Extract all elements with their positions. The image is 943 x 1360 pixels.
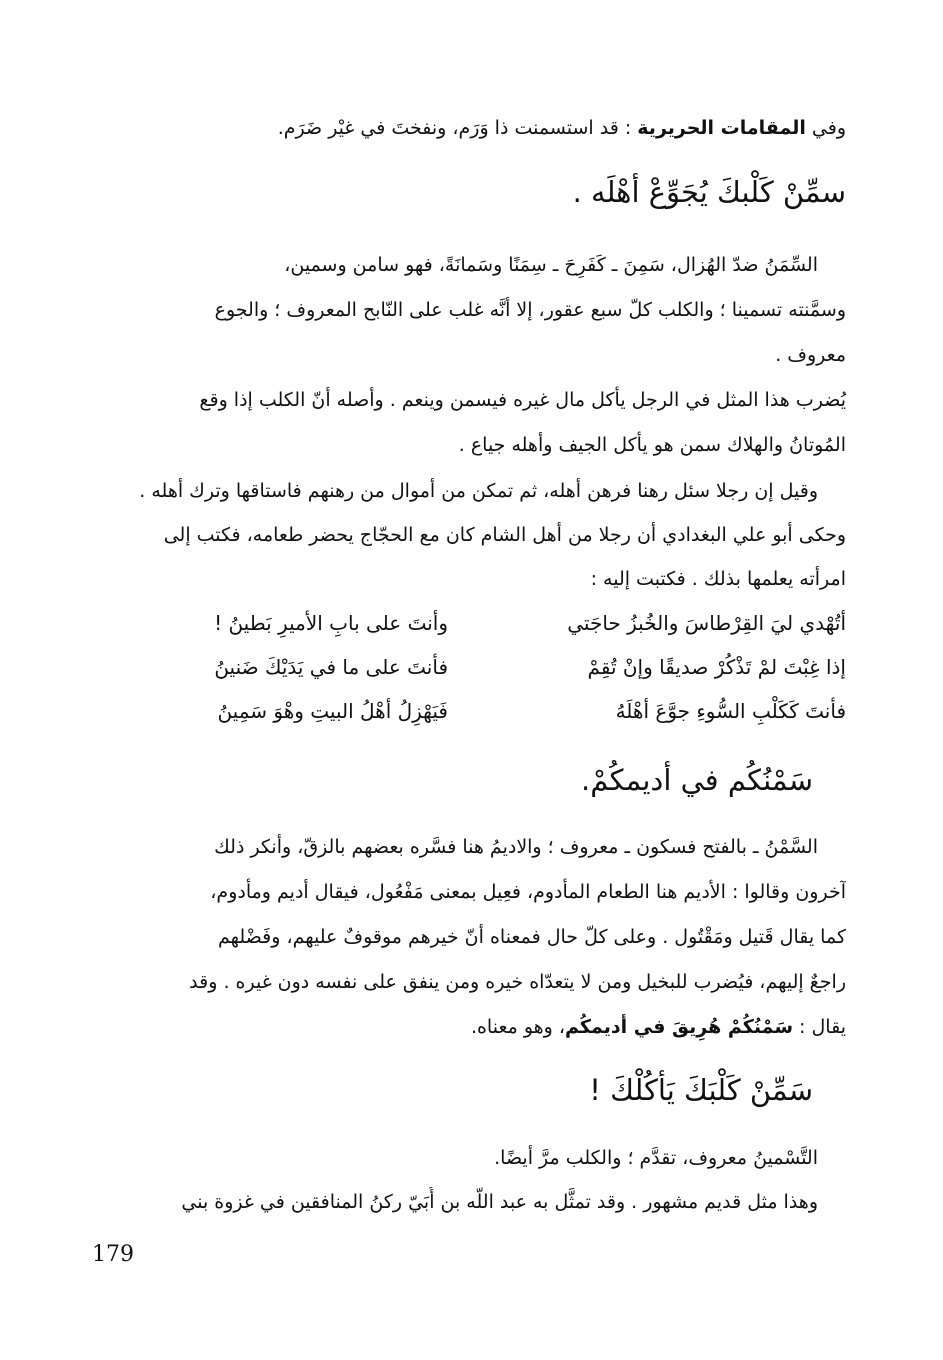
section2-line-4: راجعٌ إليهم، فيُضرب للبخيل ومن لا يتعدّاه خيره ومن ينفق على نفسه دون غيره . وقد [189,971,846,993]
section2-last-after: ، وهو معناه. [470,1016,566,1038]
section1-line-1: السِّمَنُ ضدّ الهُزال، سَمِنَ ـ كَفَرِحَ ـ سِمَنًا وسَمانَةً، فهو سامن وسمين، [284,254,818,276]
section1-line-8: امرأته يعلمها بذلك . فكتبت إليه : [590,568,846,590]
verse-3-right: فأنتَ كَكَلْبِ السُّوءِ جوَّعَ أهْلَهُ [615,699,846,723]
section1-line-2: وسمَّنته تسمينا ؛ والكلب كلّ سبع عقور، إلا أنَّه غلب على النّابح المعروف ؛ والجوع [214,299,846,321]
section1-line-7: وحكى أبو علي البغدادي أن رجلا من أهل الشام كان مع الحجّاج يحضر طعامه، فكتب إلى [163,524,846,546]
proverb-heading-2: سَمْنُكُم في أديمكُمْ. [581,763,813,797]
verse-2-right: إذا غِبْتَ لمْ تَذْكُرْ صديقًا وإنْ تُقِمْ [587,655,846,679]
section1-line-4: يُضرب هذا المثل في الرجل يأكل مال غيره فيسمن وينعم . وأصله أنّ الكلب إذا وقع [199,389,846,411]
section2-line-2: آخرون وقالوا : الأديم هنا الطعام المأدوم، فعِيل بمعنى مَفْعُول، فيقال أديم ومأدوم، [210,881,846,903]
section2-last-before: يقال : [793,1016,846,1038]
intro-line [86,113,846,143]
section1-line-5: المُوتانُ والهلاك سمن هو يأكل الجيف وأهله جياع . [458,434,846,456]
section1-line-6: وقيل إن رجلا سئل رهنا فرهن أهله، ثم تمكن من أموال من رهنهم فاستاقها وترك أهله . [139,480,818,502]
verse-3-left: فَيَهْزِلُ أهْلُ البيتِ وهْوَ سَمِينُ [217,699,448,723]
section3-line-2: وهذا مثل قديم مشهور . وقد تمثَّل به عبد اللَّه بن أُبَيّ ركنُ المنافقين في غزوة بني [181,1191,818,1213]
intro-line-before: وفي [805,117,846,139]
section2-line-3: كما يقال قَتيل ومَقْتُول . وعلى كلّ حال فمعناه أنّ خيرهم موقوفٌ عليهم، وفَضْلهم [217,926,846,948]
verse-1-left: وأنتَ على بابِ الأميرِ بَطينُ ! [214,611,448,635]
section2-line-1: السَّمْنُ ـ بالفتح فسكون ـ معروف ؛ والاديمُ هنا فسَّره بعضهم بالزقّ، وأنكر ذلك [214,836,818,858]
intro-line-after: : قد استسمنت ذا وَرَم، ونفختَ في غيْر ضَرَم. [277,117,638,139]
proverb-heading-3: سَمِّنْ كَلْبَكَ يَأكُلْكَ ! [589,1073,813,1107]
intro-line-bold-source: المقامات الحريرية [637,117,806,139]
verse-2-left: فأنتَ على ما في يَدَيْكَ ضَنينُ [214,655,448,679]
section1-line-3: معروف . [775,344,846,366]
section2-last-bold: سَمْنُكُمْ هُرِيقَ في أديمكُم [565,1016,794,1038]
verse-1-right: أتُهْدي ليَ القِرْطاسَ والخُبزُ حاجَتي [567,611,846,635]
section2-line-5 [471,1012,846,1042]
section3-line-1: التَّسْمينُ معروف، تقدَّم ؛ والكلب مرَّ أيضًا. [494,1147,818,1169]
page-number: 179 [92,1242,134,1267]
proverb-heading-1: سمِّنْ كَلْبكَ يُجَوِّعْ أهْلَه . [572,175,846,209]
